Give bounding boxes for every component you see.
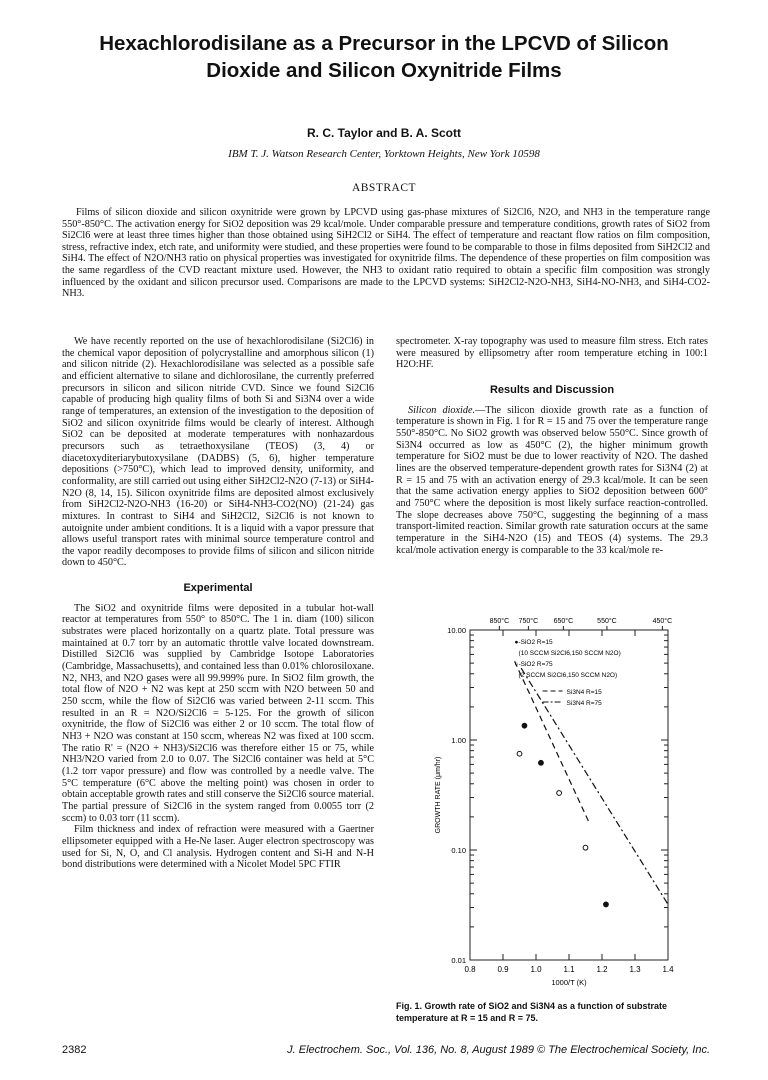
legend-entry: ○-SiO2 R=75 [514, 661, 553, 668]
y-tick-label: 10.00 [447, 626, 466, 635]
x-tick-label: 1.4 [662, 965, 674, 974]
y-tick-label: 0.10 [451, 846, 466, 855]
authors: R. C. Taylor and B. A. Scott [306, 126, 461, 140]
experimental-paragraph: The SiO2 and oxynitride films were deposited in a tubular hot-wall reactor at temperatures from 550° to 850°C. The 1 in. diam (100) silicon substrates were placed horizontally on a quartz plate. Total pressure was maintained at 0.7 torr by an automatic throttle valve located downstream. Distilled Si2Cl6 was supplied by Cambridge Isotope Laboratories (Cambridge, Massachusetts), and contained less than 0.01% chlorosiloxane. N2, NH3, and N2O gases were all 99.999% pure. In SiO2 film growth, the total flow of N2O + N2 was kept at 250 sccm with N2O between 50 and 250 sccm, while the flow of Si2Cl6 was varied between 2-11 sccm. This resulted in an R = N2O/Si2Cl6 = 5-125. For the growth of silicon oxynitride, the flow of Si2Cl6 was either 2 or 10 sccm. The total flow of NH3 + N2O was constant at 150 sccm, whereas N2 was fixed at 100 sccm. The ratio R' = (N2O + NH3)/Si2Cl6 was therefore either 15 or 75, while NH3/N2O varied from 2.0 to 0.07. The Si2Cl6 container was held at 5°C (1.2 torr vapor pressure) and flow was controlled by a needle valve. The 5°C temperature (6°C above the melting point) was chosen in order to obtain acceptable growth rates and still conserve the Si2Cl6 source material. The partial pressure of Si2Cl6 in the system ranged from 0.0055 torr (2 sccm) to 0.03 torr (11 sccm). [62, 602, 374, 824]
intro-paragraph: We have recently reported on the use of hexachlorodisilane (Si2Cl6) in the chemical vapor deposition of polycrystalline and amorphous silicon (1) and silicon nitride (2). Hexachlorodisilane was selected as a possible safe and efficient alternative to silane and dichlorosilane, the currently preferred precursors in silicon and silicon nitride CVD. Since we found Si2Cl6 capable of producing high quality films of both Si and Si3N4 over a wide range of temperatures, an extension of the investigation to the deposition of SiO2 and silicon oxynitride films would be clearly of interest. Although SiO2 can be deposited at moderate temperatures with nonhazardous precursors such as tetraethoxysilane (TEOS) (3, 4) or diacetoxyditeriarybutoxysilane (DADBS) (5, 6), higher temperature depositions (>750°C), which lead to improved density, uniformity, and conformality, are still carried out using either SiH2Cl2-N2O (7-13) or SiH4-N2O (8, 14, 15). Silicon oxynitride films are deposited almost exclusively from SiH2Cl2-N2O-NH3 (16-20) or SiH4-NH3-CO2(NO) (21-24) gas mixtures. In contrast to SiH4 and SiH2Cl2, Si2Cl6 is not known to autoignite under ambient conditions. It is a liquid with a vapor pressure that allows useful transport rates with minimal source temperature control and the vapor readily decomposes to provide films of silicon and silicon nitride down to 450°C. [62, 336, 374, 569]
data-point-filled [539, 760, 544, 765]
journal-citation: J. Electrochem. Soc., Vol. 136, No. 8, August 1989 © The Electrochemical Society, Inc. [287, 1044, 710, 1056]
title-line-2: Dioxide and Silicon Oxynitride Films [206, 59, 562, 82]
data-point-open [557, 791, 562, 796]
left-column [62, 336, 374, 871]
legend-entry: (2 SCCM Si2Cl6,150 SCCM N2O) [518, 672, 618, 679]
data-point-filled [604, 902, 609, 907]
x-tick-label: 1.0 [530, 965, 542, 974]
right-column [396, 336, 708, 556]
x-tick-label: 0.9 [497, 965, 509, 974]
results-lead: Silicon dioxide. [408, 404, 476, 416]
series-line-Si3N4-R15 [515, 661, 589, 822]
top-tick-label: 550°C [597, 618, 617, 625]
experimental-paragraph-2: Film thickness and index of refraction were measured with a Gaertner ellipsometer equipped with a He-Ne laser. Auger electron spectroscopy was used for Si, N, O, and Cl analysis. Hydrogen content and Si-H and N-H bond distributions were determined with a Nicolet Model 5PC FTIR [62, 824, 374, 871]
abstract-heading: ABSTRACT [351, 182, 417, 194]
x-tick-label: 1.1 [563, 965, 575, 974]
paper-title [40, 30, 728, 84]
results-text: —The silicon dioxide growth rate as a function of temperature is shown in Fig. 1 for R = 15 and 75 over the temperature range 550°-850°C. No SiO2 growth was observed below 550°C. Since growth of Si3N4 occurred as low as 450°C (2), the higher minimum growth temperature for SiO2 must be due to lower reactivity of N2O. The dashed lines are the observed temperature-dependent growth rates for Si3N4 (2) at R = 15 and 75 with an activation energy of 29.3 kcal/mole. It can be seen that the same activation energy applies to SiO2 deposition between 600° and 750°C where the deposition is most likely surface reaction-controlled. The slope decreases above 750°C, suggesting the beginning of a mass transport-limited reaction. Similar growth rate saturation occurs at the same temperature in the SiH4-N2O (15) and TEOS (4) systems. The 29.3 kcal/mole activation energy is comparable to the 33 kcal/mole re- [396, 404, 709, 556]
figure-caption: Fig. 1. Growth rate of SiO2 and Si3N4 as a function of substrate temperature at R = 15 and R = 75. [396, 1001, 668, 1023]
continued-paragraph: spectrometer. X-ray topography was used to measure film stress. Etch rates were measured by ellipsometry after room temperature etching in 100:1 H2O:HF. [396, 336, 708, 371]
data-point-open [517, 751, 522, 756]
plot-frame [470, 630, 668, 960]
top-tick-label: 750°C [518, 618, 539, 625]
legend-entry: Si3N4 R=15 [566, 689, 602, 696]
page-number: 2382 [62, 1044, 87, 1056]
top-tick-label: 450°C [652, 618, 673, 625]
legend-entry: (10 SCCM Si2Cl6,150 SCCM N2O) [518, 650, 621, 657]
results-paragraph [396, 405, 708, 557]
affiliation: IBM T. J. Watson Research Center, Yorktown Heights, New York 10598 [228, 148, 540, 160]
legend-entry: Si3N4 R=75 [566, 700, 602, 707]
abstract-text: Films of silicon dioxide and silicon oxynitride were grown by LPCVD using gas-phase mixtures of Si2Cl6, N2O, and NH3 in the temperature range 550°-850°C. The activation energy for SiO2 deposition was 29 kcal/mole. Under comparable pressure and temperature conditions, growth rates of SiO2 from Si2Cl6 were at least three times higher than those obtained using SiH2Cl2 or SiH4. The effect of temperature and reactant flow ratios on film composition, stress, refractive index, etch rate, and uniformity were studied, and these properties were found to be comparable to those in films deposited from SiH2Cl2 and SiH4. The effect of N2O/NH3 ratio on physical properties was investigated for oxynitride films. The dependence of these properties on film composition was the same regardless of the CVD reactant mixture used. However, the NH3 to oxidant ratio required to obtain a specific film composition was strongly influenced by the oxidant and silicon precursor used. Comparisons are made to the LPCVD systems: SiH2Cl2-N2O-NH3, SiH4-NO-NH3, and SiH4-CO2-NH3. [62, 207, 710, 300]
x-tick-label: 1.3 [629, 965, 641, 974]
legend-entry: ●-SiO2 R=15 [514, 639, 553, 646]
data-point-open [583, 845, 588, 850]
top-tick-label: 650°C [553, 618, 574, 625]
experimental-heading: Experimental [183, 582, 253, 595]
abstract [62, 207, 710, 300]
results-heading: Results and Discussion [489, 383, 615, 396]
y-axis-label: GROWTH RATE (μm/hr) [435, 756, 442, 834]
data-point-filled [522, 723, 527, 728]
x-tick-label: 1.2 [596, 965, 608, 974]
growth-rate-chart [400, 612, 710, 992]
title-line-1: Hexachlorodisilane as a Precursor in the LPCVD of Silicon [99, 32, 669, 55]
x-tick-label: 0.8 [464, 965, 476, 974]
x-axis-label: 1000/T (K) [551, 978, 587, 987]
y-tick-label: 1.00 [451, 736, 466, 745]
y-tick-label: 0.01 [451, 956, 466, 965]
top-tick-label: 850°C [489, 618, 510, 625]
